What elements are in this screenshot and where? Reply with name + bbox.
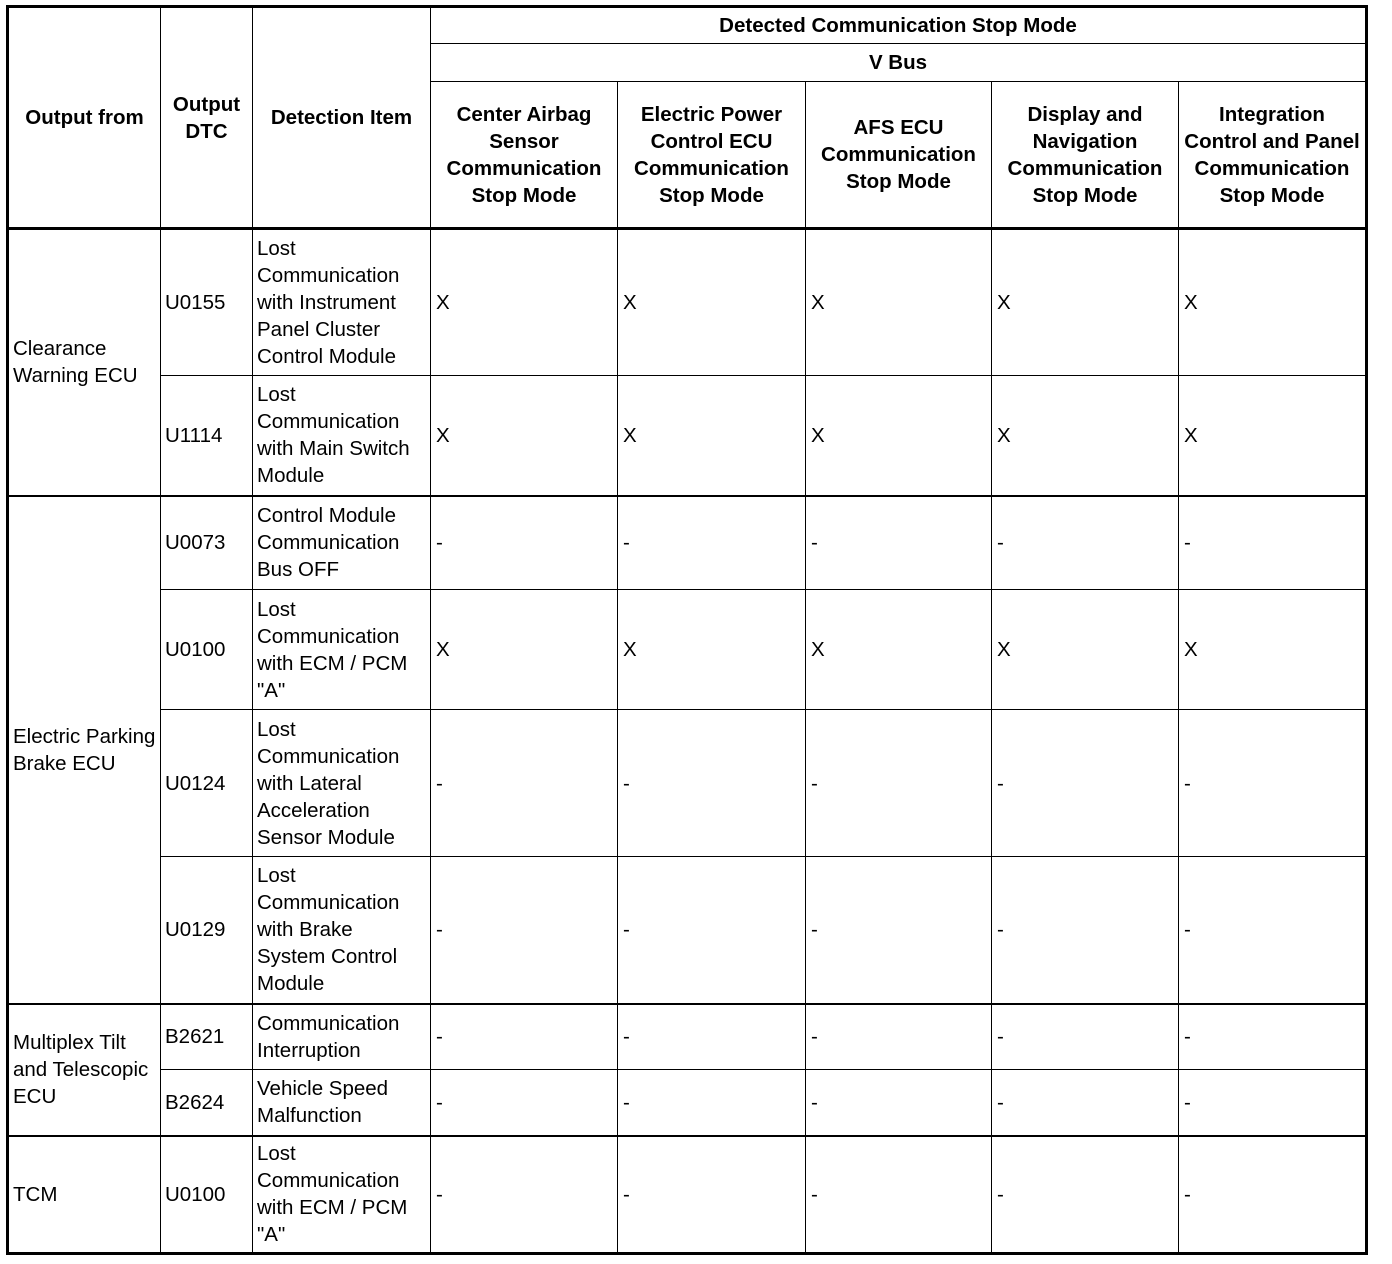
dtc-cell: U1114: [161, 376, 253, 496]
table-row: [8, 1004, 1367, 1070]
stop-mode-mark-cell: -: [618, 1136, 806, 1254]
stop-mode-mark-cell: -: [618, 710, 806, 857]
stop-mode-mark-cell: -: [1179, 1136, 1367, 1254]
detection-item-cell: Lost Communication with Main Switch Module: [253, 376, 431, 496]
stop-mode-mark-cell: -: [1179, 496, 1367, 590]
stop-mode-mark-cell: -: [806, 857, 992, 1004]
stop-mode-mark-cell: X: [1179, 590, 1367, 710]
stop-mode-mark-cell: X: [618, 590, 806, 710]
stop-mode-mark-cell: X: [618, 376, 806, 496]
detection-item-cell: Lost Communication with ECM / PCM "A": [253, 590, 431, 710]
detection-item-cell: Lost Communication with Brake System Control Module: [253, 857, 431, 1004]
table-row: [8, 857, 1367, 1004]
stop-mode-mark-cell: -: [1179, 1070, 1367, 1136]
table-row: [8, 710, 1367, 857]
stop-mode-mark-cell: -: [1179, 710, 1367, 857]
stop-mode-mark-cell: X: [806, 229, 992, 376]
header-mode-afs-ecu: AFS ECU Communication Stop Mode: [806, 82, 992, 229]
detection-item-cell: Lost Communication with Instrument Panel Cluster Control Module: [253, 229, 431, 376]
detection-item-cell: Control Module Communication Bus OFF: [253, 496, 431, 590]
detection-item-cell: Communication Interruption: [253, 1004, 431, 1070]
stop-mode-mark-cell: -: [806, 496, 992, 590]
stop-mode-mark-cell: -: [431, 1136, 618, 1254]
stop-mode-mark-cell: -: [992, 1004, 1179, 1070]
stop-mode-mark-cell: -: [992, 710, 1179, 857]
stop-mode-mark-cell: X: [992, 376, 1179, 496]
dtc-cell: B2624: [161, 1070, 253, 1136]
detection-item-cell: Vehicle Speed Malfunction: [253, 1070, 431, 1136]
output-from-cell: TCM: [8, 1136, 161, 1254]
dtc-cell: U0100: [161, 590, 253, 710]
table-header: [8, 7, 1367, 229]
table-row: [8, 496, 1367, 590]
header-mode-display-navigation: Display and Navigation Communication Stop Mode: [992, 82, 1179, 229]
stop-mode-mark-cell: -: [992, 1070, 1179, 1136]
detection-item-cell: Lost Communication with ECM / PCM "A": [253, 1136, 431, 1254]
stop-mode-mark-cell: X: [1179, 376, 1367, 496]
stop-mode-mark-cell: -: [1179, 1004, 1367, 1070]
table-row: [8, 1136, 1367, 1254]
table-row: [8, 1070, 1367, 1136]
detection-item-cell: Lost Communication with Lateral Acceleration Sensor Module: [253, 710, 431, 857]
dtc-cell: B2621: [161, 1004, 253, 1070]
stop-mode-mark-cell: -: [618, 857, 806, 1004]
stop-mode-mark-cell: -: [431, 710, 618, 857]
dtc-cell: U0124: [161, 710, 253, 857]
header-detection-item: Detection Item: [253, 7, 431, 229]
header-output-dtc: Output DTC: [161, 7, 253, 229]
stop-mode-mark-cell: -: [992, 1136, 1179, 1254]
stop-mode-mark-cell: X: [431, 376, 618, 496]
stop-mode-mark-cell: -: [1179, 857, 1367, 1004]
header-mode-center-airbag: Center Airbag Sensor Communication Stop Mode: [431, 82, 618, 229]
stop-mode-mark-cell: -: [618, 496, 806, 590]
dtc-cell: U0129: [161, 857, 253, 1004]
stop-mode-mark-cell: -: [618, 1004, 806, 1070]
stop-mode-mark-cell: X: [992, 590, 1179, 710]
stop-mode-mark-cell: -: [806, 1004, 992, 1070]
communication-stop-mode-table: [6, 5, 1368, 1255]
header-mode-electric-power: Electric Power Control ECU Communication Stop Mode: [618, 82, 806, 229]
stop-mode-mark-cell: -: [992, 496, 1179, 590]
stop-mode-mark-cell: X: [618, 229, 806, 376]
output-from-cell: Multiplex Tilt and Telescopic ECU: [8, 1004, 161, 1136]
header-detected-stop-mode: Detected Communication Stop Mode: [431, 7, 1367, 44]
table-row: [8, 229, 1367, 376]
stop-mode-mark-cell: X: [1179, 229, 1367, 376]
stop-mode-mark-cell: -: [431, 1004, 618, 1070]
stop-mode-mark-cell: -: [806, 1136, 992, 1254]
dtc-cell: U0100: [161, 1136, 253, 1254]
stop-mode-mark-cell: -: [431, 496, 618, 590]
stop-mode-mark-cell: X: [431, 229, 618, 376]
dtc-cell: U0155: [161, 229, 253, 376]
stop-mode-mark-cell: -: [992, 857, 1179, 1004]
table-row: [8, 590, 1367, 710]
stop-mode-mark-cell: -: [618, 1070, 806, 1136]
stop-mode-mark-cell: -: [806, 710, 992, 857]
header-mode-integration-control: Integration Control and Panel Communication Stop Mode: [1179, 82, 1367, 229]
output-from-cell: Clearance Warning ECU: [8, 229, 161, 496]
stop-mode-mark-cell: X: [992, 229, 1179, 376]
table-body: [8, 229, 1367, 1254]
output-from-cell: Electric Parking Brake ECU: [8, 496, 161, 1004]
header-bus: V Bus: [431, 44, 1367, 82]
stop-mode-mark-cell: -: [806, 1070, 992, 1136]
stop-mode-mark-cell: X: [431, 590, 618, 710]
header-output-from: Output from: [8, 7, 161, 229]
stop-mode-mark-cell: -: [431, 1070, 618, 1136]
stop-mode-mark-cell: X: [806, 376, 992, 496]
stop-mode-mark-cell: X: [806, 590, 992, 710]
stop-mode-mark-cell: -: [431, 857, 618, 1004]
table-row: [8, 376, 1367, 496]
dtc-cell: U0073: [161, 496, 253, 590]
